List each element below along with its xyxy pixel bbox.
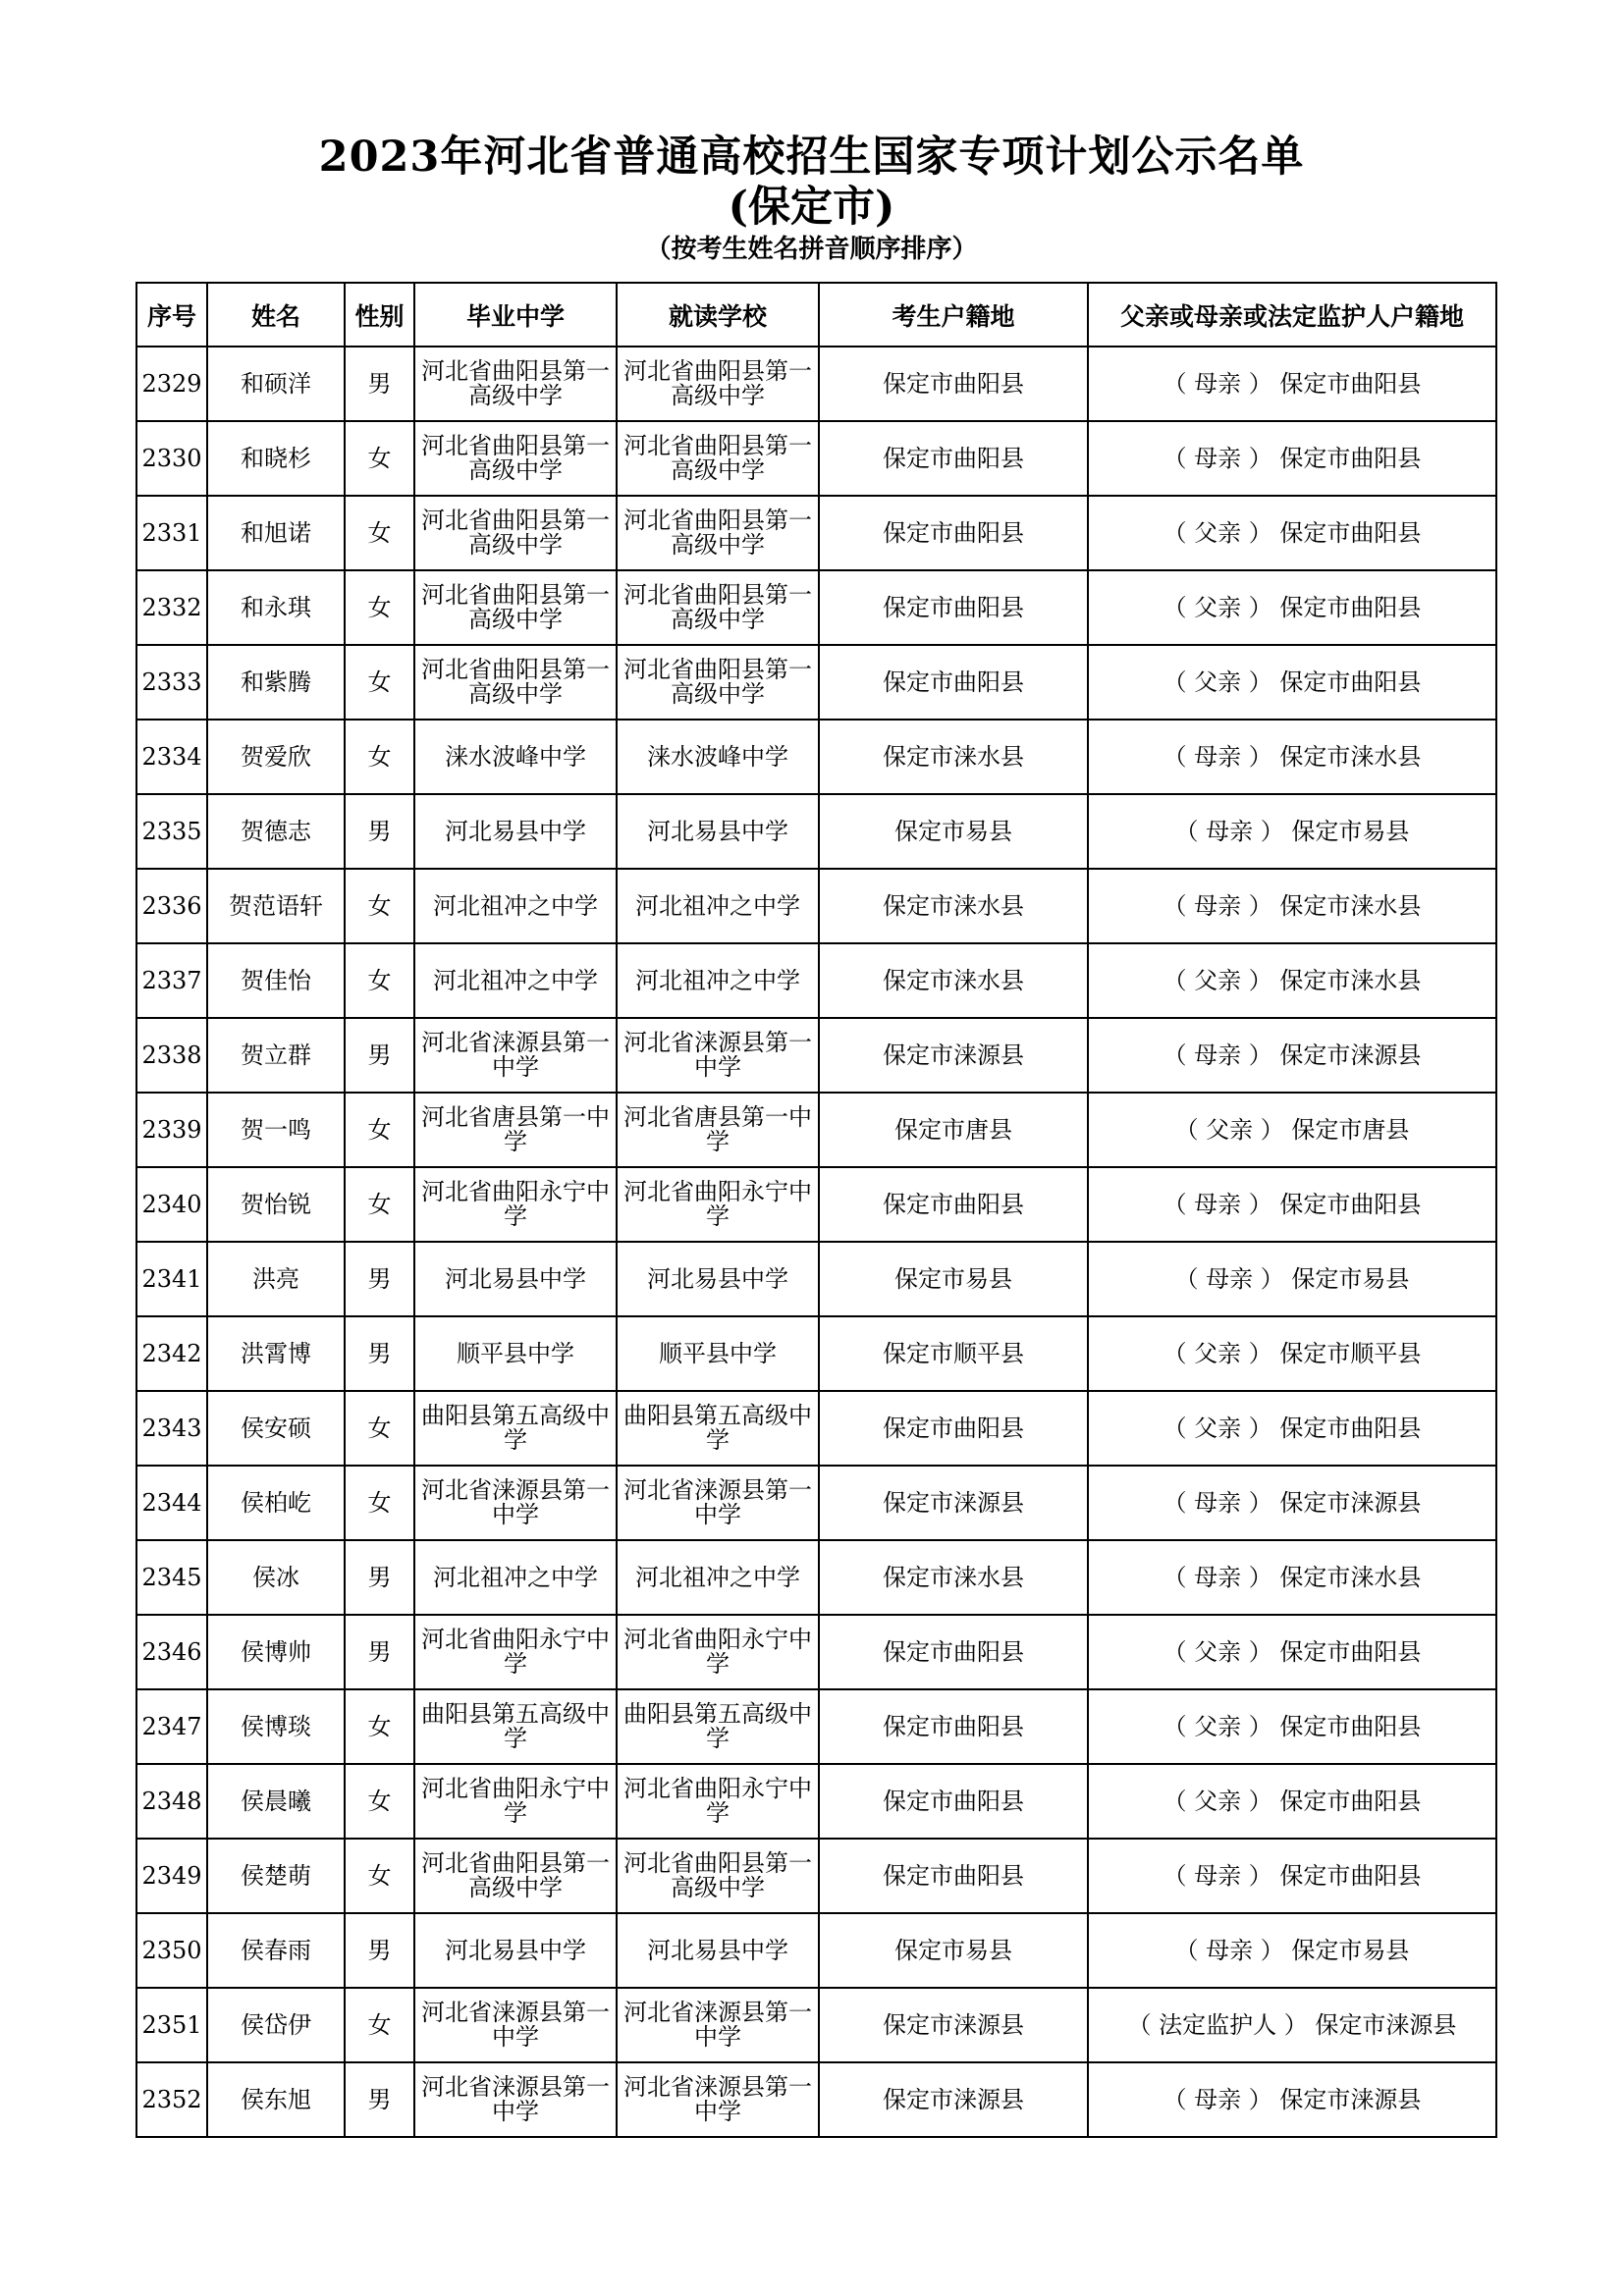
table-row xyxy=(136,1988,1496,2062)
cell-name: 侯楚萌 xyxy=(207,1839,345,1913)
cell-graduated-school: 曲阳县第五高级中学 xyxy=(414,1689,617,1764)
column-header-student-residence: 考生户籍地 xyxy=(819,283,1088,347)
cell-name: 侯博琰 xyxy=(207,1689,345,1764)
table-row xyxy=(136,1764,1496,1839)
cell-name: 侯春雨 xyxy=(207,1913,345,1988)
cell-graduated-school: 河北省涞源县第一中学 xyxy=(414,1018,617,1093)
cell-name: 和旭诺 xyxy=(207,496,345,570)
cell-gender: 女 xyxy=(345,943,414,1018)
cell-index: 2340 xyxy=(136,1167,207,1242)
cell-graduated-school: 河北省曲阳县第一高级中学 xyxy=(414,496,617,570)
cell-guardian-residence: （ 父亲 ） 保定市曲阳县 xyxy=(1088,645,1496,720)
cell-index: 2350 xyxy=(136,1913,207,1988)
cell-index: 2344 xyxy=(136,1466,207,1540)
cell-student-residence: 保定市曲阳县 xyxy=(819,496,1088,570)
cell-current-school: 曲阳县第五高级中学 xyxy=(617,1391,819,1466)
cell-index: 2339 xyxy=(136,1093,207,1167)
table-row xyxy=(136,869,1496,943)
table-row xyxy=(136,1018,1496,1093)
cell-gender: 女 xyxy=(345,645,414,720)
cell-student-residence: 保定市曲阳县 xyxy=(819,570,1088,645)
table-row xyxy=(136,570,1496,645)
column-header-current-school: 就读学校 xyxy=(617,283,819,347)
cell-guardian-residence: （ 母亲 ） 保定市曲阳县 xyxy=(1088,421,1496,496)
page-title: 2023年河北省普通高校招生国家专项计划公示名单 xyxy=(318,133,1305,182)
cell-student-residence: 保定市曲阳县 xyxy=(819,1615,1088,1689)
cell-guardian-residence: （ 母亲 ） 保定市涞水县 xyxy=(1088,869,1496,943)
cell-student-residence: 保定市涞源县 xyxy=(819,1988,1088,2062)
cell-gender: 男 xyxy=(345,1913,414,1988)
cell-name: 侯东旭 xyxy=(207,2062,345,2137)
cell-student-residence: 保定市曲阳县 xyxy=(819,645,1088,720)
cell-guardian-residence: （ 母亲 ） 保定市涞源县 xyxy=(1088,1466,1496,1540)
cell-gender: 女 xyxy=(345,1839,414,1913)
cell-name: 贺德志 xyxy=(207,794,345,869)
cell-student-residence: 保定市易县 xyxy=(819,1913,1088,1988)
table-row xyxy=(136,1913,1496,1988)
cell-graduated-school: 河北省涞源县第一中学 xyxy=(414,1466,617,1540)
cell-name: 贺范语轩 xyxy=(207,869,345,943)
sort-note: （按考生姓名拼音顺序排序） xyxy=(645,235,978,264)
cell-gender: 女 xyxy=(345,1093,414,1167)
cell-guardian-residence: （ 母亲 ） 保定市曲阳县 xyxy=(1088,1839,1496,1913)
cell-graduated-school: 河北省曲阳永宁中学 xyxy=(414,1764,617,1839)
column-header-index: 序号 xyxy=(136,283,207,347)
cell-graduated-school: 河北祖冲之中学 xyxy=(414,943,617,1018)
cell-gender: 女 xyxy=(345,1764,414,1839)
cell-student-residence: 保定市曲阳县 xyxy=(819,1764,1088,1839)
cell-graduated-school: 河北省曲阳县第一高级中学 xyxy=(414,421,617,496)
cell-gender: 女 xyxy=(345,1466,414,1540)
cell-index: 2343 xyxy=(136,1391,207,1466)
cell-guardian-residence: （ 母亲 ） 保定市易县 xyxy=(1088,1242,1496,1316)
cell-student-residence: 保定市涞水县 xyxy=(819,943,1088,1018)
cell-name: 侯柏屹 xyxy=(207,1466,345,1540)
cell-current-school: 河北省曲阳永宁中学 xyxy=(617,1615,819,1689)
cell-guardian-residence: （ 母亲 ） 保定市涞源县 xyxy=(1088,1018,1496,1093)
cell-gender: 男 xyxy=(345,2062,414,2137)
cell-student-residence: 保定市曲阳县 xyxy=(819,1689,1088,1764)
table-row xyxy=(136,1391,1496,1466)
cell-gender: 女 xyxy=(345,1689,414,1764)
cell-index: 2345 xyxy=(136,1540,207,1615)
cell-graduated-school: 河北省涞源县第一中学 xyxy=(414,2062,617,2137)
cell-index: 2336 xyxy=(136,869,207,943)
cell-graduated-school: 河北省唐县第一中学 xyxy=(414,1093,617,1167)
cell-current-school: 河北省涞源县第一中学 xyxy=(617,1018,819,1093)
cell-name: 侯晨曦 xyxy=(207,1764,345,1839)
cell-current-school: 河北易县中学 xyxy=(617,1242,819,1316)
cell-gender: 女 xyxy=(345,570,414,645)
cell-current-school: 河北祖冲之中学 xyxy=(617,1540,819,1615)
cell-graduated-school: 河北祖冲之中学 xyxy=(414,1540,617,1615)
cell-graduated-school: 河北省涞源县第一中学 xyxy=(414,1988,617,2062)
cell-index: 2347 xyxy=(136,1689,207,1764)
cell-name: 贺爱欣 xyxy=(207,720,345,794)
cell-student-residence: 保定市曲阳县 xyxy=(819,1391,1088,1466)
cell-graduated-school: 河北易县中学 xyxy=(414,794,617,869)
table-row xyxy=(136,347,1496,421)
table-row xyxy=(136,1242,1496,1316)
cell-index: 2338 xyxy=(136,1018,207,1093)
page-subtitle: (保定市) xyxy=(728,183,895,232)
cell-gender: 女 xyxy=(345,1391,414,1466)
cell-guardian-residence: （ 母亲 ） 保定市涞水县 xyxy=(1088,720,1496,794)
cell-student-residence: 保定市曲阳县 xyxy=(819,1839,1088,1913)
cell-gender: 男 xyxy=(345,1018,414,1093)
cell-current-school: 河北省唐县第一中学 xyxy=(617,1093,819,1167)
cell-name: 贺怡锐 xyxy=(207,1167,345,1242)
cell-current-school: 河北易县中学 xyxy=(617,1913,819,1988)
table-row xyxy=(136,421,1496,496)
cell-index: 2341 xyxy=(136,1242,207,1316)
cell-graduated-school: 河北省曲阳县第一高级中学 xyxy=(414,347,617,421)
cell-guardian-residence: （ 父亲 ） 保定市顺平县 xyxy=(1088,1316,1496,1391)
roster-table xyxy=(135,282,1497,2138)
cell-current-school: 涞水波峰中学 xyxy=(617,720,819,794)
cell-index: 2352 xyxy=(136,2062,207,2137)
cell-current-school: 河北省涞源县第一中学 xyxy=(617,2062,819,2137)
column-header-gender: 性别 xyxy=(345,283,414,347)
cell-current-school: 河北省曲阳县第一高级中学 xyxy=(617,496,819,570)
cell-graduated-school: 河北省曲阳县第一高级中学 xyxy=(414,1839,617,1913)
cell-gender: 女 xyxy=(345,421,414,496)
cell-student-residence: 保定市曲阳县 xyxy=(819,421,1088,496)
cell-guardian-residence: （ 母亲 ） 保定市曲阳县 xyxy=(1088,347,1496,421)
cell-guardian-residence: （ 父亲 ） 保定市涞水县 xyxy=(1088,943,1496,1018)
cell-name: 洪霄博 xyxy=(207,1316,345,1391)
cell-student-residence: 保定市曲阳县 xyxy=(819,1167,1088,1242)
cell-current-school: 河北省涞源县第一中学 xyxy=(617,1466,819,1540)
cell-graduated-school: 曲阳县第五高级中学 xyxy=(414,1391,617,1466)
cell-gender: 男 xyxy=(345,1242,414,1316)
table-row xyxy=(136,2062,1496,2137)
cell-guardian-residence: （ 父亲 ） 保定市曲阳县 xyxy=(1088,496,1496,570)
cell-index: 2337 xyxy=(136,943,207,1018)
cell-name: 洪亮 xyxy=(207,1242,345,1316)
cell-graduated-school: 河北易县中学 xyxy=(414,1242,617,1316)
table-row xyxy=(136,1615,1496,1689)
cell-current-school: 河北省曲阳县第一高级中学 xyxy=(617,347,819,421)
table-row xyxy=(136,1540,1496,1615)
cell-name: 贺一鸣 xyxy=(207,1093,345,1167)
cell-index: 2330 xyxy=(136,421,207,496)
cell-guardian-residence: （ 母亲 ） 保定市易县 xyxy=(1088,1913,1496,1988)
cell-student-residence: 保定市唐县 xyxy=(819,1093,1088,1167)
cell-guardian-residence: （ 父亲 ） 保定市曲阳县 xyxy=(1088,1764,1496,1839)
table-row xyxy=(136,1316,1496,1391)
cell-index: 2335 xyxy=(136,794,207,869)
cell-gender: 女 xyxy=(345,720,414,794)
cell-name: 和永琪 xyxy=(207,570,345,645)
cell-graduated-school: 涞水波峰中学 xyxy=(414,720,617,794)
table-row xyxy=(136,720,1496,794)
cell-student-residence: 保定市易县 xyxy=(819,1242,1088,1316)
cell-guardian-residence: （ 母亲 ） 保定市涞源县 xyxy=(1088,2062,1496,2137)
cell-current-school: 河北省曲阳县第一高级中学 xyxy=(617,570,819,645)
cell-student-residence: 保定市涞水县 xyxy=(819,869,1088,943)
cell-current-school: 河北省曲阳县第一高级中学 xyxy=(617,1839,819,1913)
cell-student-residence: 保定市涞源县 xyxy=(819,2062,1088,2137)
cell-graduated-school: 河北省曲阳县第一高级中学 xyxy=(414,570,617,645)
cell-student-residence: 保定市涞水县 xyxy=(819,720,1088,794)
table-row xyxy=(136,1466,1496,1540)
table-row xyxy=(136,496,1496,570)
cell-graduated-school: 河北易县中学 xyxy=(414,1913,617,1988)
cell-gender: 女 xyxy=(345,869,414,943)
cell-index: 2334 xyxy=(136,720,207,794)
cell-guardian-residence: （ 父亲 ） 保定市曲阳县 xyxy=(1088,1689,1496,1764)
cell-graduated-school: 顺平县中学 xyxy=(414,1316,617,1391)
cell-graduated-school: 河北省曲阳永宁中学 xyxy=(414,1167,617,1242)
cell-gender: 男 xyxy=(345,347,414,421)
cell-student-residence: 保定市曲阳县 xyxy=(819,347,1088,421)
cell-index: 2333 xyxy=(136,645,207,720)
cell-student-residence: 保定市涞源县 xyxy=(819,1466,1088,1540)
column-header-name: 姓名 xyxy=(207,283,345,347)
cell-gender: 男 xyxy=(345,794,414,869)
cell-name: 和紫腾 xyxy=(207,645,345,720)
cell-name: 侯安硕 xyxy=(207,1391,345,1466)
table-row xyxy=(136,794,1496,869)
cell-gender: 女 xyxy=(345,1988,414,2062)
cell-guardian-residence: （ 母亲 ） 保定市曲阳县 xyxy=(1088,1167,1496,1242)
cell-index: 2351 xyxy=(136,1988,207,2062)
document-header xyxy=(0,130,1623,269)
cell-index: 2346 xyxy=(136,1615,207,1689)
cell-index: 2349 xyxy=(136,1839,207,1913)
table-row xyxy=(136,1839,1496,1913)
cell-index: 2348 xyxy=(136,1764,207,1839)
cell-guardian-residence: （ 父亲 ） 保定市曲阳县 xyxy=(1088,570,1496,645)
cell-name: 和晓杉 xyxy=(207,421,345,496)
column-header-graduated-school: 毕业中学 xyxy=(414,283,617,347)
cell-graduated-school: 河北省曲阳永宁中学 xyxy=(414,1615,617,1689)
cell-gender: 男 xyxy=(345,1540,414,1615)
cell-current-school: 曲阳县第五高级中学 xyxy=(617,1689,819,1764)
table-header-row xyxy=(136,283,1496,347)
cell-gender: 女 xyxy=(345,496,414,570)
table-row xyxy=(136,1093,1496,1167)
cell-guardian-residence: （ 父亲 ） 保定市唐县 xyxy=(1088,1093,1496,1167)
cell-gender: 女 xyxy=(345,1167,414,1242)
cell-current-school: 顺平县中学 xyxy=(617,1316,819,1391)
cell-index: 2329 xyxy=(136,347,207,421)
cell-gender: 男 xyxy=(345,1615,414,1689)
cell-name: 贺立群 xyxy=(207,1018,345,1093)
cell-current-school: 河北省曲阳永宁中学 xyxy=(617,1167,819,1242)
column-header-guardian-residence: 父亲或母亲或法定监护人户籍地 xyxy=(1088,283,1496,347)
cell-name: 侯博帅 xyxy=(207,1615,345,1689)
cell-name: 侯冰 xyxy=(207,1540,345,1615)
cell-student-residence: 保定市顺平县 xyxy=(819,1316,1088,1391)
cell-guardian-residence: （ 母亲 ） 保定市易县 xyxy=(1088,794,1496,869)
cell-name: 侯岱伊 xyxy=(207,1988,345,2062)
cell-current-school: 河北省涞源县第一中学 xyxy=(617,1988,819,2062)
cell-guardian-residence: （ 法定监护人 ） 保定市涞源县 xyxy=(1088,1988,1496,2062)
cell-current-school: 河北省曲阳县第一高级中学 xyxy=(617,645,819,720)
cell-graduated-school: 河北省曲阳县第一高级中学 xyxy=(414,645,617,720)
cell-guardian-residence: （ 父亲 ） 保定市曲阳县 xyxy=(1088,1391,1496,1466)
roster-body xyxy=(136,347,1496,2137)
cell-guardian-residence: （ 父亲 ） 保定市曲阳县 xyxy=(1088,1615,1496,1689)
cell-name: 贺佳怡 xyxy=(207,943,345,1018)
cell-student-residence: 保定市易县 xyxy=(819,794,1088,869)
cell-index: 2342 xyxy=(136,1316,207,1391)
table-row xyxy=(136,1167,1496,1242)
cell-guardian-residence: （ 母亲 ） 保定市涞水县 xyxy=(1088,1540,1496,1615)
cell-current-school: 河北省曲阳永宁中学 xyxy=(617,1764,819,1839)
cell-graduated-school: 河北祖冲之中学 xyxy=(414,869,617,943)
table-row xyxy=(136,645,1496,720)
cell-current-school: 河北易县中学 xyxy=(617,794,819,869)
cell-student-residence: 保定市涞水县 xyxy=(819,1540,1088,1615)
table-row xyxy=(136,943,1496,1018)
table-row xyxy=(136,1689,1496,1764)
cell-current-school: 河北祖冲之中学 xyxy=(617,943,819,1018)
cell-index: 2332 xyxy=(136,570,207,645)
cell-index: 2331 xyxy=(136,496,207,570)
cell-current-school: 河北祖冲之中学 xyxy=(617,869,819,943)
cell-current-school: 河北省曲阳县第一高级中学 xyxy=(617,421,819,496)
cell-gender: 男 xyxy=(345,1316,414,1391)
cell-name: 和硕洋 xyxy=(207,347,345,421)
cell-student-residence: 保定市涞源县 xyxy=(819,1018,1088,1093)
